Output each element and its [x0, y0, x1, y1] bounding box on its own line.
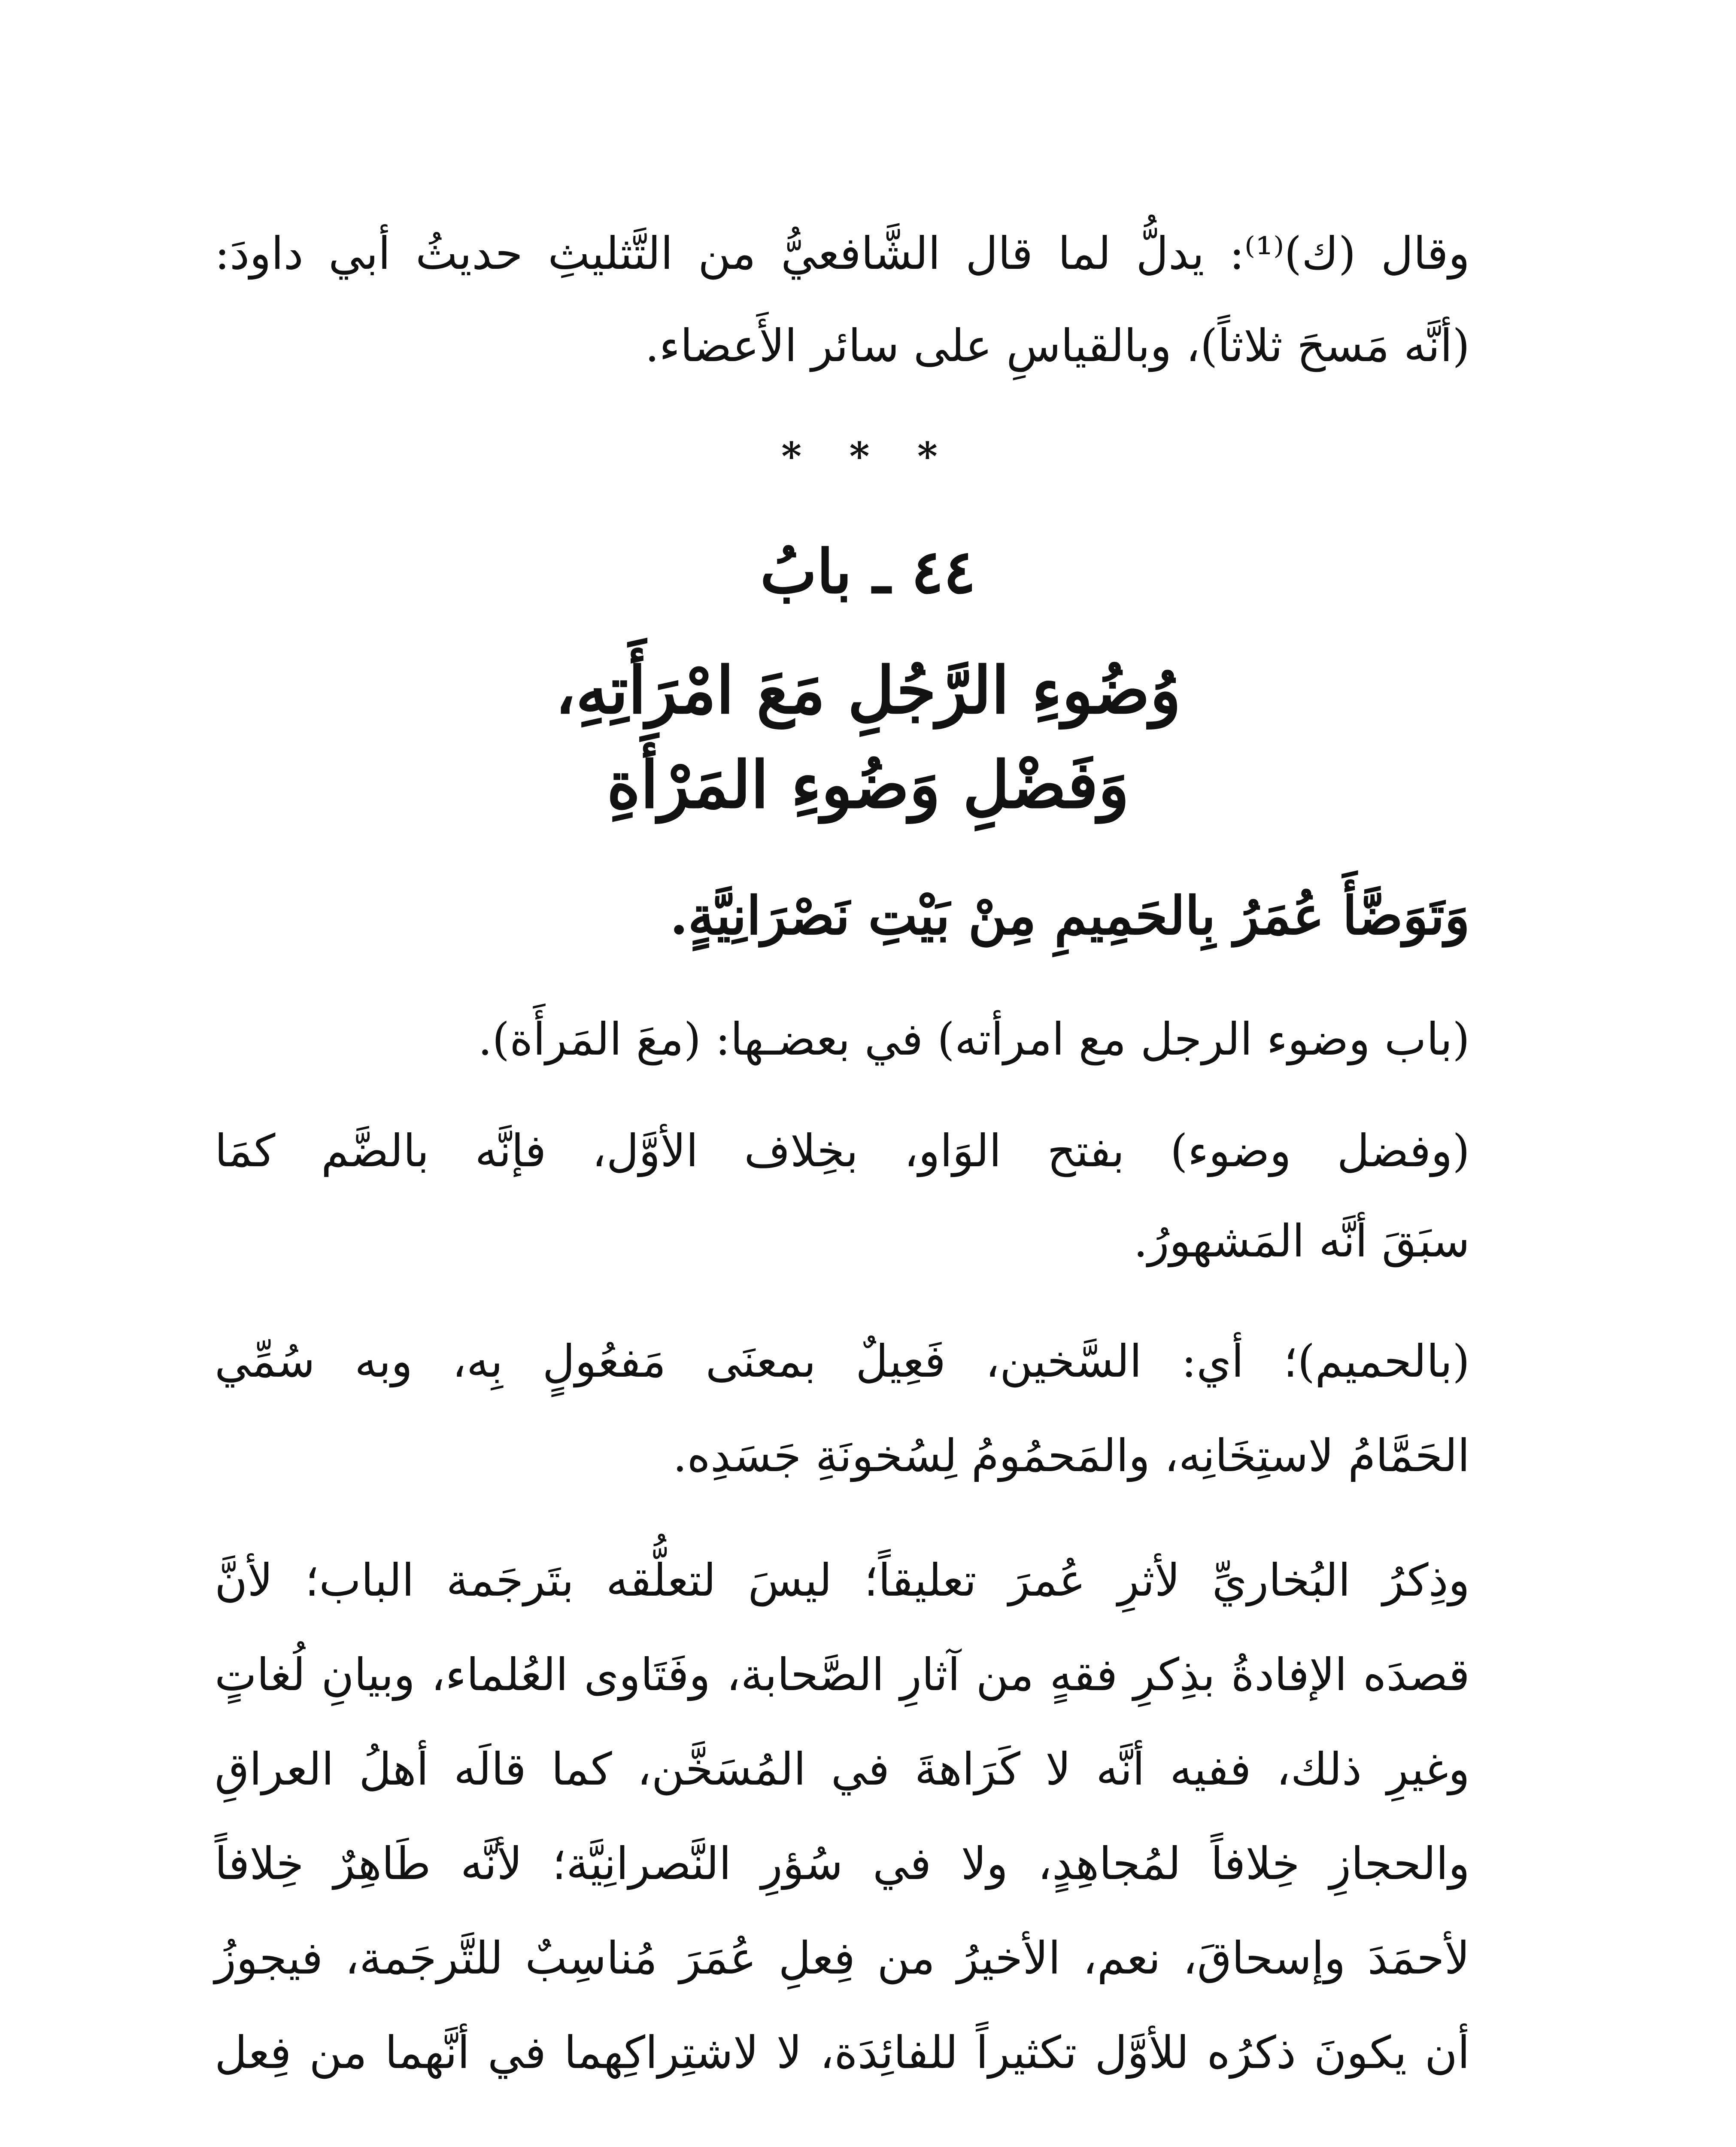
- chapter-title-line-1: وُضُوءِ الرَّجُلِ مَعَ امْرَأَتِهِ،: [555, 653, 1181, 728]
- paragraph-4-line-5: لأحمَدَ وإسحاقَ، نعم، الأخيرُ من فِعلِ عُمَرَ مُناسِبٌ للتَّرجَمة، فيجوزُ: [215, 1932, 1470, 1984]
- paragraph-4-line-1: وذِكرُ البُخاريِّ لأثرِ عُمرَ تعليقاً؛ ليسَ لتعلُّقه بتَرجَمة الباب؛ لأنَّ: [215, 1554, 1470, 1606]
- paragraph-4-line-6: أن يكونَ ذكرُه للأوَّل تكثيراً للفائِدَة، لا لاشتِراكِهما في أنَّهما من فِعل: [215, 2026, 1470, 2079]
- paragraph-3-line-2: الحَمَّامُ لاستِخَانِه، والمَحمُومُ لِسُخونَةِ جَسَدِه.: [673, 1429, 1470, 1482]
- paragraph-4-line-4: والحجازِ خِلافاً لمُجاهِدٍ، ولا في سُؤرِ النَّصرانِيَّة؛ لأنَّه طَاهِرٌ خِلافاً: [215, 1837, 1470, 1890]
- paragraph-4-line-2: قصدَه الإفادةُ بذِكرِ فقهٍ من آثارِ الصَّحابة، وفَتَاوى العُلماء، وبيانِ لُغاتٍ: [215, 1648, 1470, 1701]
- intro-line-1: وقال (ك)⁽¹⁾: يدلُّ لما قال الشَّافعيُّ من التَّثليثِ حديثُ أبي داودَ:: [215, 227, 1470, 280]
- chapter-title-line-2: وَفَضْلِ وَضُوءِ المَرْأَةِ: [607, 747, 1129, 823]
- paragraph-3-line-1: (بالحميم)؛ أي: السَّخين، فَعِيلٌ بمعنَى مَفعُولٍ بِه، وبه سُمِّي: [215, 1335, 1470, 1387]
- paragraph-4-line-3: وغيرِ ذلك، ففيه أنَّه لا كَرَاهةَ في المُسَخَّن، كما قالَه أهلُ العراقِ: [215, 1743, 1470, 1795]
- intro-line-2: (أنَّه مَسحَ ثلاثاً)، وبالقياسِ على سائر الأَعضاء.: [645, 319, 1470, 372]
- paragraph-1-line-1: (باب وضوء الرجل مع امرأته) في بعضـها: (معَ المَرأَة).: [478, 1013, 1470, 1065]
- chapter-subtitle: وَتَوَضَّأَ عُمَرُ بِالحَمِيمِ مِنْ بَيْتِ نَصْرَانِيَّةٍ.: [670, 885, 1470, 946]
- section-separator: * * *: [781, 434, 955, 479]
- chapter-heading: ٤٤ ـ بابُ: [760, 537, 976, 607]
- paragraph-2-line-2: سبَقَ أنَّه المَشهورُ.: [1133, 1215, 1470, 1267]
- paragraph-2-line-1: (وفضل وضوء) بفتح الوَاو، بخِلاف الأوَّل، فإنَّه بالضَّم كمَا: [215, 1125, 1470, 1177]
